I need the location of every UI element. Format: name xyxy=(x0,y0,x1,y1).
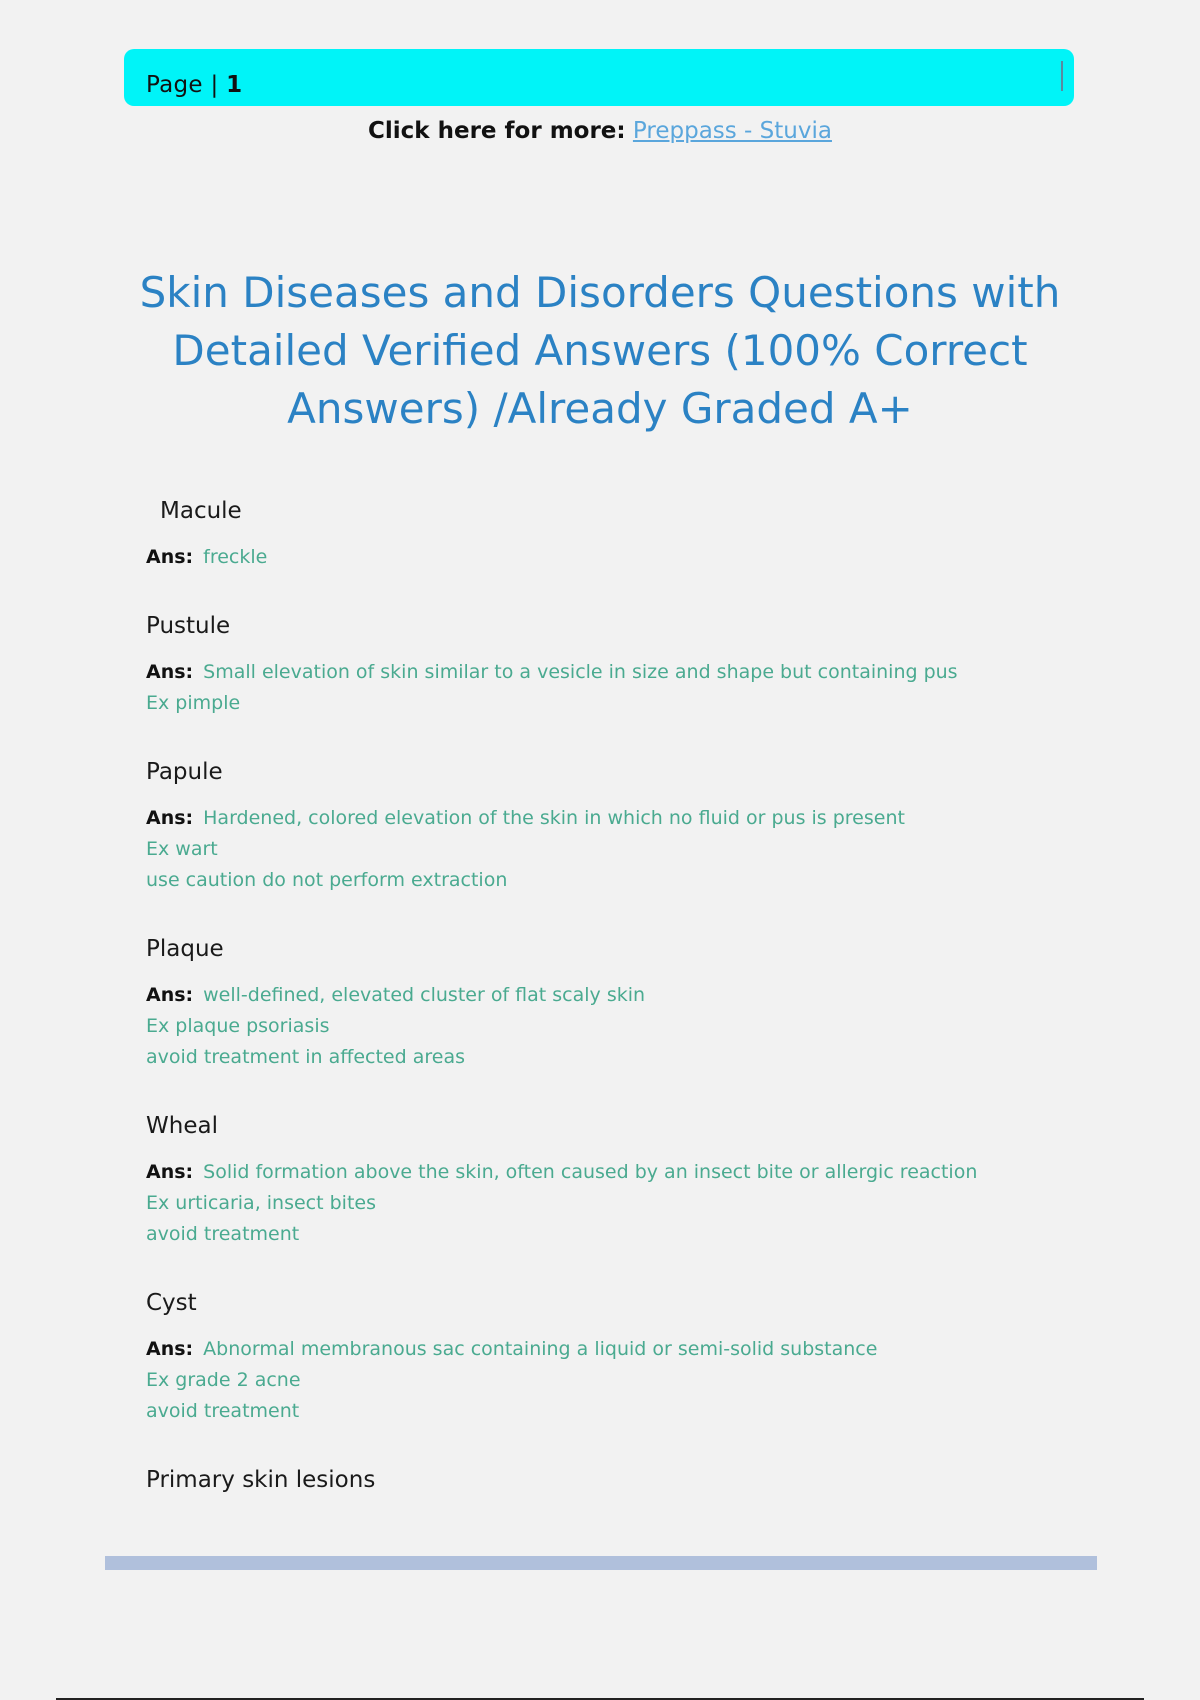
answer-block xyxy=(146,542,1046,573)
qa-item xyxy=(146,934,1046,1073)
answer-text: Ex urticaria, insect bites xyxy=(146,1192,376,1214)
question-term: Primary skin lesions xyxy=(146,1467,376,1493)
answer-text: avoid treatment xyxy=(146,1223,300,1245)
qa-item xyxy=(146,757,1046,896)
answer-line xyxy=(146,1365,1046,1396)
qa-item xyxy=(146,496,1046,573)
answer-text: Abnormal membranous sac containing a liquid or semi-solid substance xyxy=(203,1338,878,1360)
answer-line xyxy=(146,542,1046,573)
answer-text: Ex grade 2 acne xyxy=(146,1369,301,1391)
question-term: Macule xyxy=(160,498,242,524)
answer-text: well-defined, elevated cluster of flat scaly skin xyxy=(203,984,646,1006)
answer-text: avoid treatment xyxy=(146,1400,300,1422)
more-link-line xyxy=(0,118,1200,144)
answer-text: Hardened, colored elevation of the skin in which no fluid or pus is present xyxy=(203,807,905,829)
answer-text: Ex wart xyxy=(146,838,218,860)
answer-line xyxy=(146,688,1046,719)
answer-line xyxy=(146,1219,1046,1250)
question-term: Pustule xyxy=(146,613,231,639)
answer-text: Ex pimple xyxy=(146,692,241,714)
page-header-banner xyxy=(124,49,1074,106)
answer-block xyxy=(146,1334,1046,1427)
answer-text: avoid treatment in affected areas xyxy=(146,1046,465,1068)
ans-label: Ans: xyxy=(146,546,194,568)
answer-line xyxy=(146,803,1046,834)
document-title: Skin Diseases and Disorders Questions with Detailed Verified Answers (100% Correct Answers) /Already Graded A+ xyxy=(139,268,1061,433)
footer-bar xyxy=(105,1556,1097,1570)
answer-block xyxy=(146,980,1046,1073)
ans-label: Ans: xyxy=(146,1161,194,1183)
qa-item xyxy=(146,1111,1046,1250)
answer-line xyxy=(146,1334,1046,1365)
banner-divider xyxy=(1061,61,1063,91)
answer-text: Ex plaque psoriasis xyxy=(146,1015,330,1037)
question-term: Plaque xyxy=(146,936,224,962)
question-term: Papule xyxy=(146,759,223,785)
answer-line xyxy=(146,1157,1046,1188)
qa-item xyxy=(146,611,1046,719)
answer-line xyxy=(146,657,1046,688)
ans-label: Ans: xyxy=(146,661,194,683)
qa-item xyxy=(146,1288,1046,1427)
answer-text: freckle xyxy=(203,546,268,568)
answer-text: Small elevation of skin similar to a vesicle in size and shape but containing pus xyxy=(203,661,958,683)
answer-line xyxy=(146,1396,1046,1427)
ans-label: Ans: xyxy=(146,1338,194,1360)
answer-block xyxy=(146,1157,1046,1250)
answer-line xyxy=(146,1011,1046,1042)
preppass-stuvia-link[interactable]: Preppass - Stuvia xyxy=(632,118,832,144)
answer-line xyxy=(146,1188,1046,1219)
question-term: Wheal xyxy=(146,1113,218,1139)
more-label: Click here for more: xyxy=(368,118,626,144)
page-number: 1 xyxy=(226,72,243,98)
qa-item xyxy=(146,1465,1046,1495)
ans-label: Ans: xyxy=(146,984,194,1006)
answer-line xyxy=(146,834,1046,865)
page-indicator xyxy=(146,72,242,98)
qa-list xyxy=(146,496,1046,1495)
answer-block xyxy=(146,803,1046,896)
question-term: Cyst xyxy=(146,1290,197,1316)
page-label: Page | xyxy=(146,72,219,98)
answer-line xyxy=(146,1042,1046,1073)
answer-text: Solid formation above the skin, often caused by an insect bite or allergic reaction xyxy=(203,1161,978,1183)
answer-text: use caution do not perform extraction xyxy=(146,869,508,891)
answer-line xyxy=(146,980,1046,1011)
ans-label: Ans: xyxy=(146,807,194,829)
answer-line xyxy=(146,865,1046,896)
answer-block xyxy=(146,657,1046,719)
